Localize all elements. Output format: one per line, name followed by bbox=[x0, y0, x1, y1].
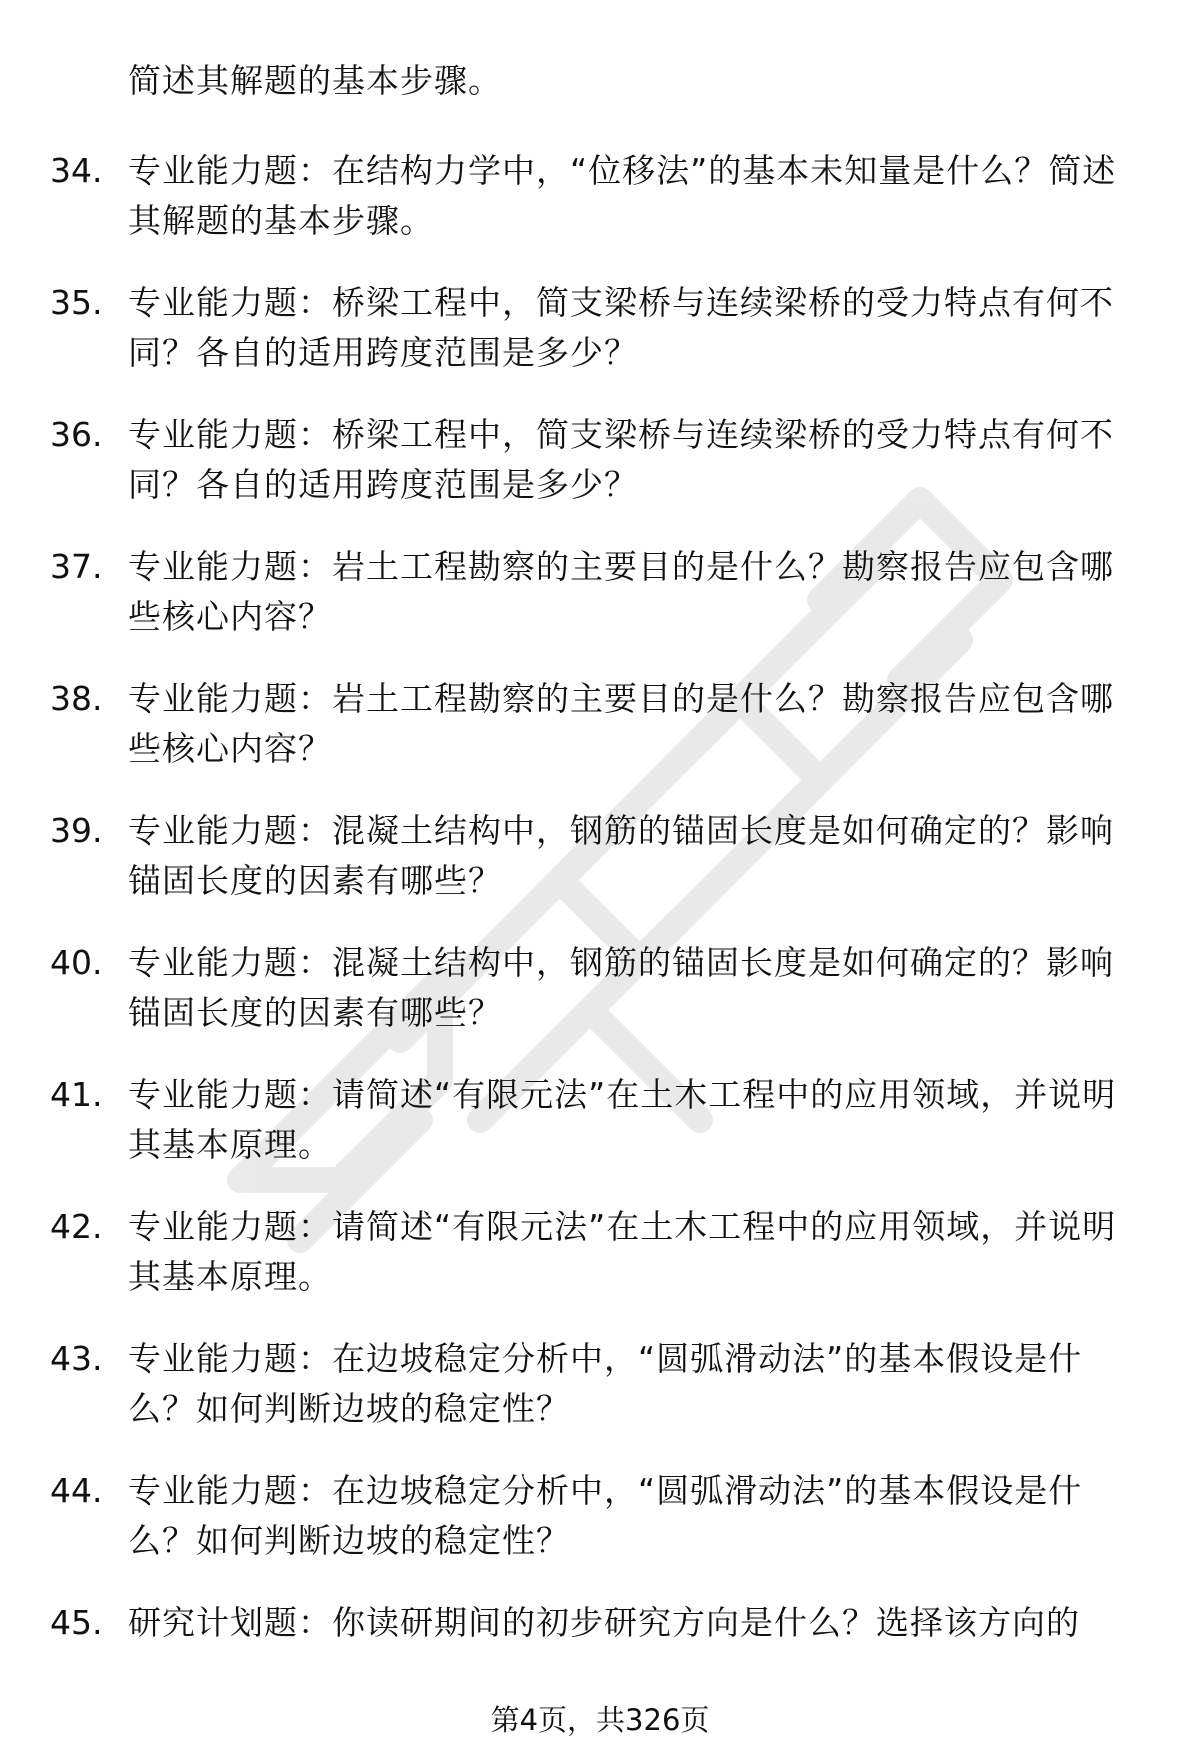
question-text: 专业能力题：在边坡稳定分析中，“圆弧滑动法”的基本假设是什么？如何判断边坡的稳定性？ bbox=[128, 1471, 1083, 1560]
question-number: 41. bbox=[50, 1075, 103, 1114]
question-item bbox=[0, 536, 1200, 668]
question-item bbox=[0, 272, 1200, 404]
question-text: 专业能力题：请简述“有限元法”在土木工程中的应用领域，并说明其基本原理。 bbox=[128, 1207, 1117, 1296]
question-text: 专业能力题：桥梁工程中，简支梁桥与连续梁桥的受力特点有何不同？各自的适用跨度范围是多少？ bbox=[128, 415, 1114, 504]
page-footer: 第4页，共326页 bbox=[490, 1703, 710, 1737]
question-text: 专业能力题：在边坡稳定分析中，“圆弧滑动法”的基本假设是什么？如何判断边坡的稳定性？ bbox=[128, 1339, 1083, 1428]
question-text: 专业能力题：岩土工程勘察的主要目的是什么？勘察报告应包含哪些核心内容？ bbox=[128, 679, 1114, 768]
question-number: 37. bbox=[50, 547, 103, 586]
question-number: 39. bbox=[50, 811, 103, 850]
question-item bbox=[0, 140, 1200, 272]
question-number: 34. bbox=[50, 151, 103, 190]
question-text: 专业能力题：在结构力学中，“位移法”的基本未知量是什么？简述其解题的基本步骤。 bbox=[128, 151, 1117, 240]
question-text: 专业能力题：混凝土结构中，钢筋的锚固长度是如何确定的？影响锚固长度的因素有哪些？ bbox=[128, 943, 1114, 1032]
question-number: 36. bbox=[50, 415, 103, 454]
question-text: 专业能力题：混凝土结构中，钢筋的锚固长度是如何确定的？影响锚固长度的因素有哪些？ bbox=[128, 811, 1114, 900]
question-item bbox=[0, 1064, 1200, 1196]
question-item bbox=[0, 800, 1200, 932]
question-text: 专业能力题：桥梁工程中，简支梁桥与连续梁桥的受力特点有何不同？各自的适用跨度范围是多少？ bbox=[128, 283, 1114, 372]
question-item bbox=[0, 1196, 1200, 1328]
question-text: 研究计划题：你读研期间的初步研究方向是什么？选择该方向的 bbox=[128, 1603, 1080, 1642]
question-text: 专业能力题：岩土工程勘察的主要目的是什么？勘察报告应包含哪些核心内容？ bbox=[128, 547, 1114, 636]
question-number: 35. bbox=[50, 283, 103, 322]
question-item bbox=[0, 1328, 1200, 1460]
question-number: 40. bbox=[50, 943, 103, 982]
question-number: 38. bbox=[50, 679, 103, 718]
question-number: 45. bbox=[50, 1603, 103, 1642]
question-number: 43. bbox=[50, 1339, 103, 1378]
question-item bbox=[0, 1460, 1200, 1592]
question-item bbox=[0, 932, 1200, 1064]
question-number: 42. bbox=[50, 1207, 103, 1246]
question-list bbox=[0, 140, 1200, 1724]
question-item bbox=[0, 404, 1200, 536]
question-text: 专业能力题：请简述“有限元法”在土木工程中的应用领域，并说明其基本原理。 bbox=[128, 1075, 1117, 1164]
question-number: 44. bbox=[50, 1471, 103, 1510]
question-item bbox=[0, 668, 1200, 800]
continuation-text: 简述其解题的基本步骤。 bbox=[128, 61, 502, 100]
